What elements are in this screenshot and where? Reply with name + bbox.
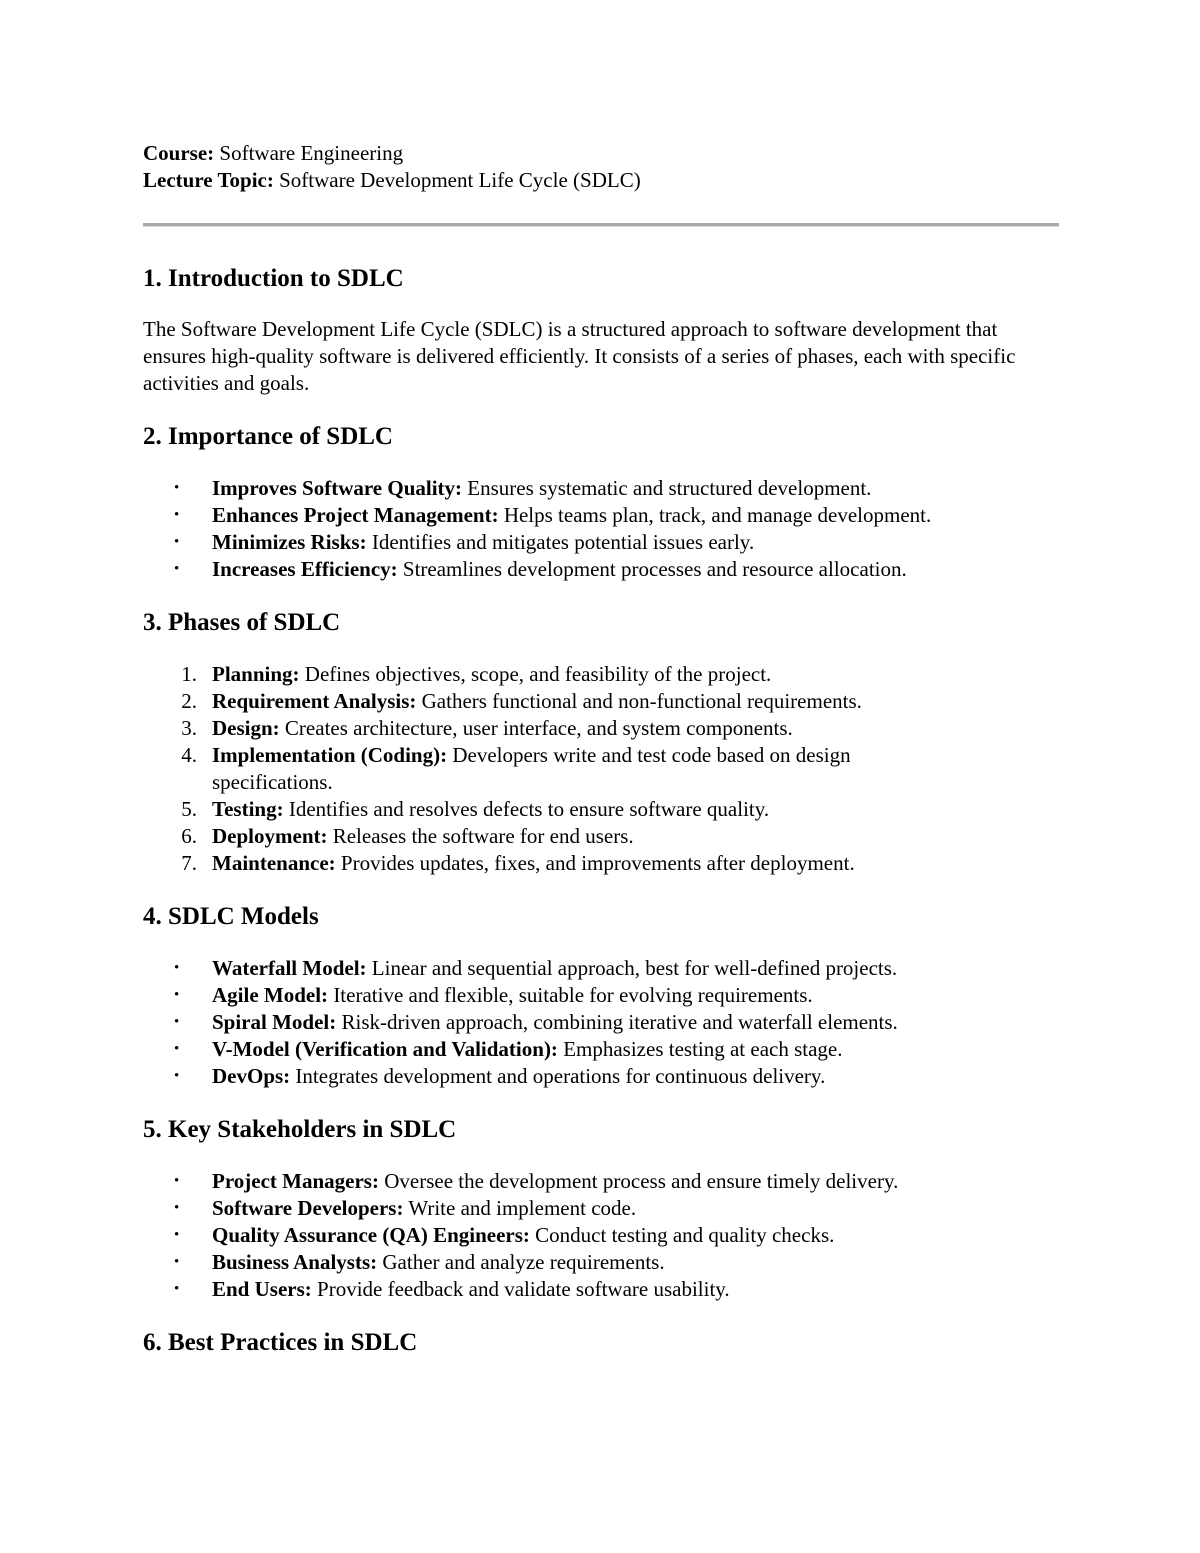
bullet-icon: • <box>174 507 180 523</box>
list-item-term: Maintenance: <box>212 851 336 875</box>
list-item-desc: Write and implement code. <box>408 1196 637 1220</box>
list-item <box>143 796 1059 823</box>
list-item-desc: Identifies and resolves defects to ensure software quality. <box>288 797 770 821</box>
bullet-icon: • <box>174 1200 180 1216</box>
list-item-term: Quality Assurance (QA) Engineers: <box>212 1223 530 1247</box>
list-item <box>143 556 1059 583</box>
bullet-icon: • <box>174 480 180 496</box>
list-number: 7. <box>181 851 197 875</box>
bullet-icon: • <box>174 534 180 550</box>
list-number: 4. <box>181 743 197 767</box>
list-item-term: Spiral Model: <box>212 1010 337 1034</box>
importance-list <box>143 475 1059 583</box>
list-item <box>143 1249 1059 1276</box>
list-item-desc: Integrates development and operations for continuous delivery. <box>295 1064 826 1088</box>
list-item <box>143 661 1059 688</box>
list-item <box>143 1195 1059 1222</box>
list-item-term: Minimizes Risks: <box>212 530 367 554</box>
list-item <box>143 1063 1059 1090</box>
list-item <box>143 742 1059 796</box>
phases-list <box>143 661 1059 877</box>
list-item-term: Business Analysts: <box>212 1250 378 1274</box>
bullet-icon: • <box>174 960 180 976</box>
list-item <box>143 475 1059 502</box>
list-item-term: Testing: <box>212 797 284 821</box>
list-item-desc: Ensures systematic and structured development. <box>467 476 872 500</box>
list-item-desc: Streamlines development processes and resource allocation. <box>402 557 907 581</box>
list-number: 6. <box>181 824 197 848</box>
list-item-desc: Defines objectives, scope, and feasibility of the project. <box>304 662 772 686</box>
list-item-desc: Helps teams plan, track, and manage development. <box>503 503 932 527</box>
list-item-term: Implementation (Coding): <box>212 743 448 767</box>
list-item-desc: Gathers functional and non-functional requirements. <box>421 689 862 713</box>
list-item-desc: Identifies and mitigates potential issues early. <box>371 530 755 554</box>
section-heading-introduction: 1. Introduction to SDLC <box>143 265 404 292</box>
list-item-term: Project Managers: <box>212 1169 379 1193</box>
list-item <box>143 529 1059 556</box>
list-item <box>143 955 1059 982</box>
document-page <box>143 140 1059 1359</box>
list-item-term: Planning: <box>212 662 300 686</box>
bullet-icon: • <box>174 1173 180 1189</box>
section-heading-best-practices: 6. Best Practices in SDLC <box>143 1329 418 1356</box>
list-item-term: Software Developers: <box>212 1196 404 1220</box>
list-number: 2. <box>181 689 197 713</box>
list-item <box>143 1222 1059 1249</box>
bullet-icon: • <box>174 987 180 1003</box>
course-line <box>143 140 1059 167</box>
list-number: 1. <box>181 662 197 686</box>
bullet-icon: • <box>174 561 180 577</box>
list-item <box>143 688 1059 715</box>
list-item-desc: Developers write and test code based on design specifications. <box>212 743 851 794</box>
list-item-term: Improves Software Quality: <box>212 476 463 500</box>
list-item-desc: Gather and analyze requirements. <box>382 1250 665 1274</box>
list-item-term: V-Model (Verification and Validation): <box>212 1037 558 1061</box>
list-item-term: Agile Model: <box>212 983 329 1007</box>
list-item <box>143 715 1059 742</box>
list-item <box>143 823 1059 850</box>
list-item <box>143 1168 1059 1195</box>
list-item-term: Waterfall Model: <box>212 956 367 980</box>
course-label: Course: <box>143 141 215 165</box>
horizontal-divider <box>143 223 1059 227</box>
lecture-topic-label: Lecture Topic: <box>143 168 274 192</box>
list-item-desc: Emphasizes testing at each stage. <box>563 1037 843 1061</box>
course-value: Software Engineering <box>219 141 404 165</box>
list-item <box>143 1276 1059 1303</box>
list-item <box>143 850 1059 877</box>
list-item <box>143 1009 1059 1036</box>
bullet-icon: • <box>174 1041 180 1057</box>
models-list <box>143 955 1059 1090</box>
list-number: 3. <box>181 716 197 740</box>
section-heading-stakeholders: 5. Key Stakeholders in SDLC <box>143 1116 457 1143</box>
list-item-desc: Provides updates, fixes, and improvements after deployment. <box>340 851 855 875</box>
section-heading-importance: 2. Importance of SDLC <box>143 423 393 450</box>
list-item-term: DevOps: <box>212 1064 291 1088</box>
list-item <box>143 1036 1059 1063</box>
introduction-paragraph: The Software Development Life Cycle (SDLC) is a structured approach to software development that ensures high-quality software is delivered efficiently. It consists of a series of phases, each with specific activities and goals. <box>143 317 1016 395</box>
list-number: 5. <box>181 797 197 821</box>
list-item-term: End Users: <box>212 1277 312 1301</box>
list-item-desc: Releases the software for end users. <box>332 824 634 848</box>
list-item-desc: Creates architecture, user interface, and system components. <box>284 716 793 740</box>
list-item <box>143 982 1059 1009</box>
bullet-icon: • <box>174 1281 180 1297</box>
bullet-icon: • <box>174 1227 180 1243</box>
section-heading-models: 4. SDLC Models <box>143 903 319 930</box>
list-item-desc: Oversee the development process and ensure timely delivery. <box>384 1169 899 1193</box>
bullet-icon: • <box>174 1068 180 1084</box>
list-item-desc: Iterative and flexible, suitable for evolving requirements. <box>333 983 813 1007</box>
list-item-term: Increases Efficiency: <box>212 557 398 581</box>
bullet-icon: • <box>174 1254 180 1270</box>
section-heading-phases: 3. Phases of SDLC <box>143 609 341 636</box>
lecture-topic-line <box>143 167 1059 194</box>
list-item-term: Design: <box>212 716 280 740</box>
list-item-term: Enhances Project Management: <box>212 503 499 527</box>
lecture-topic-value: Software Development Life Cycle (SDLC) <box>279 168 641 192</box>
stakeholders-list <box>143 1168 1059 1303</box>
list-item-desc: Linear and sequential approach, best for well-defined projects. <box>371 956 898 980</box>
list-item-term: Deployment: <box>212 824 328 848</box>
bullet-icon: • <box>174 1014 180 1030</box>
list-item <box>143 502 1059 529</box>
list-item-desc: Risk-driven approach, combining iterative and waterfall elements. <box>341 1010 898 1034</box>
list-item-term: Requirement Analysis: <box>212 689 417 713</box>
list-item-desc: Provide feedback and validate software usability. <box>317 1277 730 1301</box>
list-item-desc: Conduct testing and quality checks. <box>535 1223 835 1247</box>
